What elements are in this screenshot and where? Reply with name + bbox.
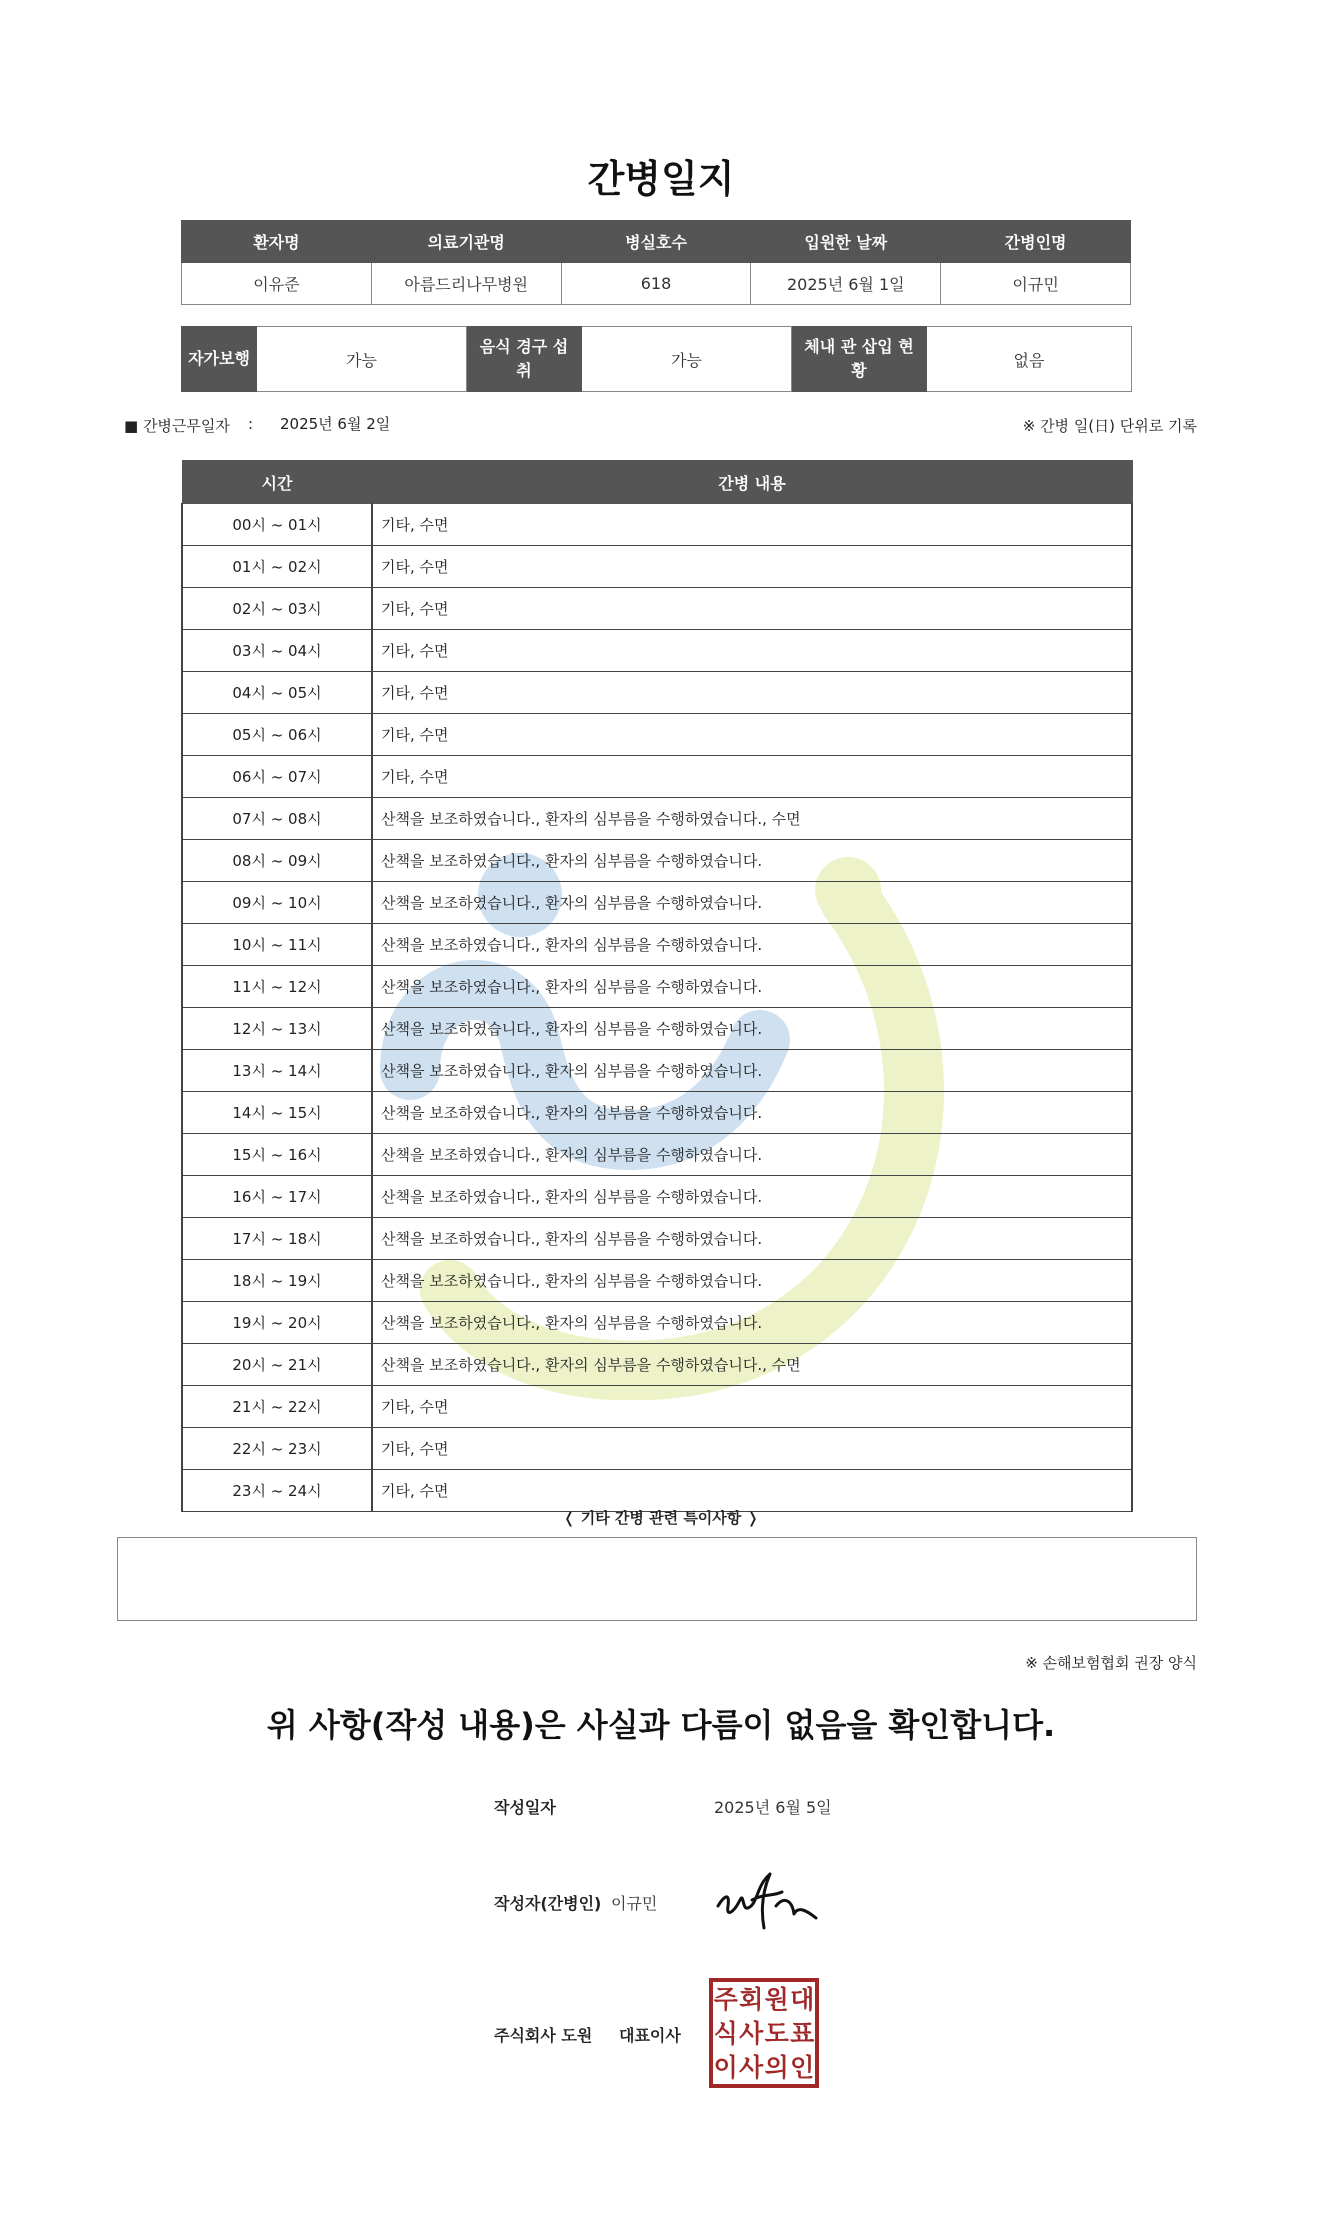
log-content: 산책을 보조하였습니다., 환자의 심부름을 수행하였습니다. — [372, 1134, 1132, 1176]
self-walk-value: 가능 — [257, 327, 467, 392]
table-row — [182, 1302, 1132, 1344]
log-time: 18시 ~ 19시 — [182, 1260, 372, 1302]
log-time: 00시 ~ 01시 — [182, 504, 372, 546]
table-row — [182, 1176, 1132, 1218]
log-time: 16시 ~ 17시 — [182, 1176, 372, 1218]
table-row — [182, 924, 1132, 966]
table-row — [182, 588, 1132, 630]
table-row — [182, 1092, 1132, 1134]
recommend-note: ※ 손해보험협회 권장 양식 — [1025, 1654, 1197, 1672]
company-name: 주식회사 도원 — [494, 2026, 593, 2045]
table-row — [182, 672, 1132, 714]
log-time: 08시 ~ 09시 — [182, 840, 372, 882]
table-row — [182, 504, 1132, 546]
log-time: 21시 ~ 22시 — [182, 1386, 372, 1428]
table-row — [182, 1218, 1132, 1260]
handwritten-signature — [712, 1866, 822, 1936]
table-row — [182, 756, 1132, 798]
record-unit-note: ※ 간병 일(日) 단위로 기록 — [1022, 417, 1197, 435]
table-row — [182, 1008, 1132, 1050]
table-row — [182, 630, 1132, 672]
notes-title: ❬ 기타 간병 관련 특이사항 ❭ — [562, 1509, 760, 1527]
log-time: 19시 ~ 20시 — [182, 1302, 372, 1344]
log-content: 기타, 수면 — [372, 546, 1132, 588]
table-row — [182, 1344, 1132, 1386]
admission-date: 2025년 6월 1일 — [751, 263, 941, 305]
log-content: 산책을 보조하였습니다., 환자의 심부름을 수행하였습니다. — [372, 840, 1132, 882]
care-date-value: 2025년 6월 2일 — [280, 415, 391, 433]
log-content: 산책을 보조하였습니다., 환자의 심부름을 수행하였습니다. — [372, 1260, 1132, 1302]
log-content: 산책을 보조하였습니다., 환자의 심부름을 수행하였습니다. — [372, 1176, 1132, 1218]
table-row — [182, 966, 1132, 1008]
log-content: 산책을 보조하였습니다., 환자의 심부름을 수행하였습니다., 수면 — [372, 1344, 1132, 1386]
log-content: 기타, 수면 — [372, 714, 1132, 756]
log-content: 기타, 수면 — [372, 756, 1132, 798]
log-content: 기타, 수면 — [372, 1470, 1132, 1512]
log-time: 17시 ~ 18시 — [182, 1218, 372, 1260]
log-time: 20시 ~ 21시 — [182, 1344, 372, 1386]
log-time: 12시 ~ 13시 — [182, 1008, 372, 1050]
writer-label: 작성자(간병인) — [494, 1894, 602, 1913]
table-row — [182, 1260, 1132, 1302]
log-time: 14시 ~ 15시 — [182, 1092, 372, 1134]
header-admission-date: 입원한 날짜 — [751, 221, 941, 263]
tube-label: 체내 관 삽입 현황 — [792, 327, 927, 392]
confirm-statement: 위 사항(작성 내용)은 사실과 다름이 없음을 확인합니다. — [266, 1706, 1056, 1744]
log-content: 기타, 수면 — [372, 504, 1132, 546]
log-content: 기타, 수면 — [372, 1428, 1132, 1470]
log-time: 03시 ~ 04시 — [182, 630, 372, 672]
written-date-value: 2025년 6월 5일 — [714, 1798, 832, 1817]
table-row — [182, 840, 1132, 882]
log-time: 05시 ~ 06시 — [182, 714, 372, 756]
writer-name: 이규민 — [611, 1894, 658, 1913]
log-content: 기타, 수면 — [372, 588, 1132, 630]
care-date-separator: : — [248, 415, 254, 433]
log-content: 산책을 보조하였습니다., 환자의 심부름을 수행하였습니다. — [372, 924, 1132, 966]
log-time: 23시 ~ 24시 — [182, 1470, 372, 1512]
notes-box — [117, 1537, 1197, 1621]
log-content: 산책을 보조하였습니다., 환자의 심부름을 수행하였습니다. — [372, 1050, 1132, 1092]
page-title: 간병일지 — [587, 157, 735, 201]
table-row — [182, 882, 1132, 924]
company-seal-stamp: 주 회 원 대 식 사 도 표 이 사 의 인 — [709, 1978, 819, 2088]
log-time: 11시 ~ 12시 — [182, 966, 372, 1008]
log-content: 산책을 보조하였습니다., 환자의 심부름을 수행하였습니다. — [372, 966, 1132, 1008]
log-content: 산책을 보조하였습니다., 환자의 심부름을 수행하였습니다., 수면 — [372, 798, 1132, 840]
hospital-name: 아름드리나무병원 — [371, 263, 561, 305]
written-date-label: 작성일자 — [494, 1798, 556, 1817]
log-time: 22시 ~ 23시 — [182, 1428, 372, 1470]
log-content: 산책을 보조하였습니다., 환자의 심부름을 수행하였습니다. — [372, 1218, 1132, 1260]
header-room-number: 병실호수 — [561, 221, 751, 263]
table-row — [182, 714, 1132, 756]
table-row — [182, 546, 1132, 588]
log-content: 기타, 수면 — [372, 672, 1132, 714]
header-time: 시간 — [182, 461, 372, 504]
oral-intake-label: 음식 경구 섭취 — [467, 327, 582, 392]
log-content: 기타, 수면 — [372, 630, 1132, 672]
patient-info-table — [181, 220, 1131, 305]
care-log-table — [181, 460, 1133, 1512]
log-time: 06시 ~ 07시 — [182, 756, 372, 798]
table-row — [182, 1428, 1132, 1470]
room-number: 618 — [561, 263, 751, 305]
log-time: 09시 ~ 10시 — [182, 882, 372, 924]
table-row — [182, 798, 1132, 840]
log-time: 01시 ~ 02시 — [182, 546, 372, 588]
header-caregiver-name: 간병인명 — [941, 221, 1131, 263]
header-hospital-name: 의료기관명 — [371, 221, 561, 263]
log-content: 기타, 수면 — [372, 1386, 1132, 1428]
care-date-label: ■ 간병근무일자 — [124, 417, 230, 435]
log-time: 13시 ~ 14시 — [182, 1050, 372, 1092]
patient-status-table — [181, 326, 1132, 392]
patient-name: 이유준 — [182, 263, 372, 305]
header-content: 간병 내용 — [372, 461, 1132, 504]
log-time: 02시 ~ 03시 — [182, 588, 372, 630]
header-patient-name: 환자명 — [182, 221, 372, 263]
log-time: 04시 ~ 05시 — [182, 672, 372, 714]
log-time: 15시 ~ 16시 — [182, 1134, 372, 1176]
ceo-label: 대표이사 — [619, 2026, 681, 2045]
tube-value: 없음 — [927, 327, 1132, 392]
log-content: 산책을 보조하였습니다., 환자의 심부름을 수행하였습니다. — [372, 882, 1132, 924]
table-row — [182, 1470, 1132, 1512]
self-walk-label: 자가보행 — [182, 327, 257, 392]
log-content: 산책을 보조하였습니다., 환자의 심부름을 수행하였습니다. — [372, 1092, 1132, 1134]
log-time: 10시 ~ 11시 — [182, 924, 372, 966]
table-row — [182, 1050, 1132, 1092]
table-row — [182, 1386, 1132, 1428]
log-time: 07시 ~ 08시 — [182, 798, 372, 840]
oral-intake-value: 가능 — [582, 327, 792, 392]
log-content: 산책을 보조하였습니다., 환자의 심부름을 수행하였습니다. — [372, 1302, 1132, 1344]
log-content: 산책을 보조하였습니다., 환자의 심부름을 수행하였습니다. — [372, 1008, 1132, 1050]
caregiver-name: 이규민 — [941, 263, 1131, 305]
table-row — [182, 1134, 1132, 1176]
